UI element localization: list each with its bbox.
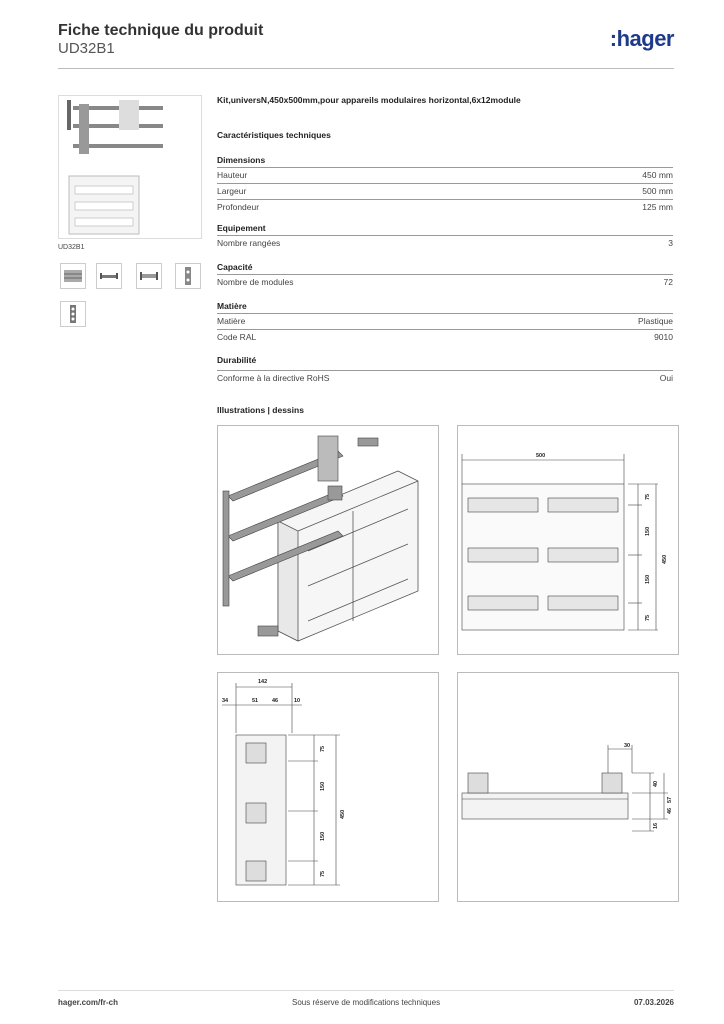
dim-part-1: 34	[222, 698, 229, 704]
dim-part-4: 10	[294, 698, 301, 704]
dim-top-3: 57	[667, 796, 673, 803]
spec-label: Code RAL	[217, 332, 257, 342]
dim-part-3: 46	[272, 698, 279, 704]
product-code: UD32B1	[58, 40, 115, 57]
dim-top-5: 16	[653, 822, 659, 829]
thumbnail-label: UD32B1	[58, 244, 85, 251]
spec-label: Hauteur	[217, 170, 248, 180]
section-equipement	[217, 223, 673, 251]
section-title: Capacité	[217, 262, 253, 272]
spec-row	[217, 329, 673, 345]
dim-row-1: 75	[645, 493, 651, 500]
dim-top-4: 46	[667, 807, 673, 814]
drawing-top-view[interactable]	[457, 672, 679, 902]
thumbnail-bracket[interactable]	[175, 263, 201, 289]
spec-value: 9010	[654, 332, 673, 342]
dim-height: 450	[340, 809, 346, 819]
section-capacite	[217, 262, 673, 290]
spec-label: Conforme à la directive RoHS	[217, 373, 330, 383]
illustrations-title: Illustrations | dessins	[217, 405, 304, 415]
dim-row-1: 75	[320, 745, 326, 752]
spec-row	[217, 235, 673, 251]
dim-row-4: 75	[320, 870, 326, 877]
spec-value: 3	[668, 238, 673, 248]
spec-label: Nombre de modules	[217, 277, 294, 287]
spec-value: 125 mm	[642, 202, 673, 212]
dim-height: 450	[662, 554, 668, 564]
spec-label: Largeur	[217, 186, 247, 196]
footer-date: 07.03.2026	[633, 998, 674, 1007]
spec-label: Matière	[217, 316, 246, 326]
section-dimensions	[217, 155, 673, 215]
spec-row	[217, 183, 673, 199]
drawing-front-view[interactable]	[457, 425, 679, 655]
dim-top-1: 30	[624, 743, 631, 749]
dim-row-2: 150	[645, 526, 651, 536]
header-divider	[58, 68, 674, 69]
section-durabilite	[217, 355, 673, 386]
drawing-isometric[interactable]	[217, 425, 439, 655]
dim-row-3: 150	[320, 831, 326, 841]
dim-depth-total: 142	[258, 679, 268, 685]
thumbnail-clip[interactable]	[60, 301, 86, 327]
product-main-image[interactable]	[58, 95, 202, 239]
footer-divider	[58, 990, 674, 991]
drawing-side-view[interactable]	[217, 672, 439, 902]
section-title: Dimensions	[217, 155, 266, 165]
thumbnail-rails[interactable]	[60, 263, 86, 289]
spec-row	[217, 274, 673, 290]
spec-row	[217, 167, 673, 183]
dim-part-2: 51	[252, 698, 259, 704]
footer-notice: Sous réserve de modifications techniques	[292, 998, 441, 1007]
page-title: Fiche technique du produit	[58, 22, 264, 39]
page-header	[58, 20, 674, 70]
product-description: Kit,universN,450x500mm,pour appareils modulaires horizontal,6x12module	[217, 95, 521, 105]
section-title: Equipement	[217, 223, 266, 233]
hager-logo: :hager	[609, 26, 674, 51]
dim-top-2: 40	[653, 780, 659, 787]
dim-row-3: 150	[645, 574, 651, 584]
spec-value: Oui	[659, 373, 673, 383]
spec-row	[217, 370, 673, 386]
spec-value: 72	[663, 277, 673, 287]
product-content	[217, 95, 673, 415]
spec-value: 450 mm	[642, 170, 673, 180]
spec-value: Plastique	[638, 316, 673, 326]
spec-row	[217, 199, 673, 215]
section-matiere	[217, 301, 673, 345]
dim-row-2: 150	[320, 781, 326, 791]
dim-row-4: 75	[645, 614, 651, 621]
spec-label: Profondeur	[217, 202, 260, 212]
specs-title: Caractéristiques techniques	[217, 130, 331, 140]
spec-label: Nombre rangées	[217, 238, 281, 248]
dim-width: 500	[536, 453, 546, 459]
section-title: Durabilité	[217, 355, 257, 365]
footer-website-link[interactable]: hager.com/fr-ch	[58, 998, 119, 1007]
thumbnail-rail-top[interactable]	[136, 263, 162, 289]
thumbnail-rail-side[interactable]	[96, 263, 122, 289]
spec-value: 500 mm	[642, 186, 673, 196]
spec-row	[217, 313, 673, 329]
section-title: Matière	[217, 301, 247, 311]
